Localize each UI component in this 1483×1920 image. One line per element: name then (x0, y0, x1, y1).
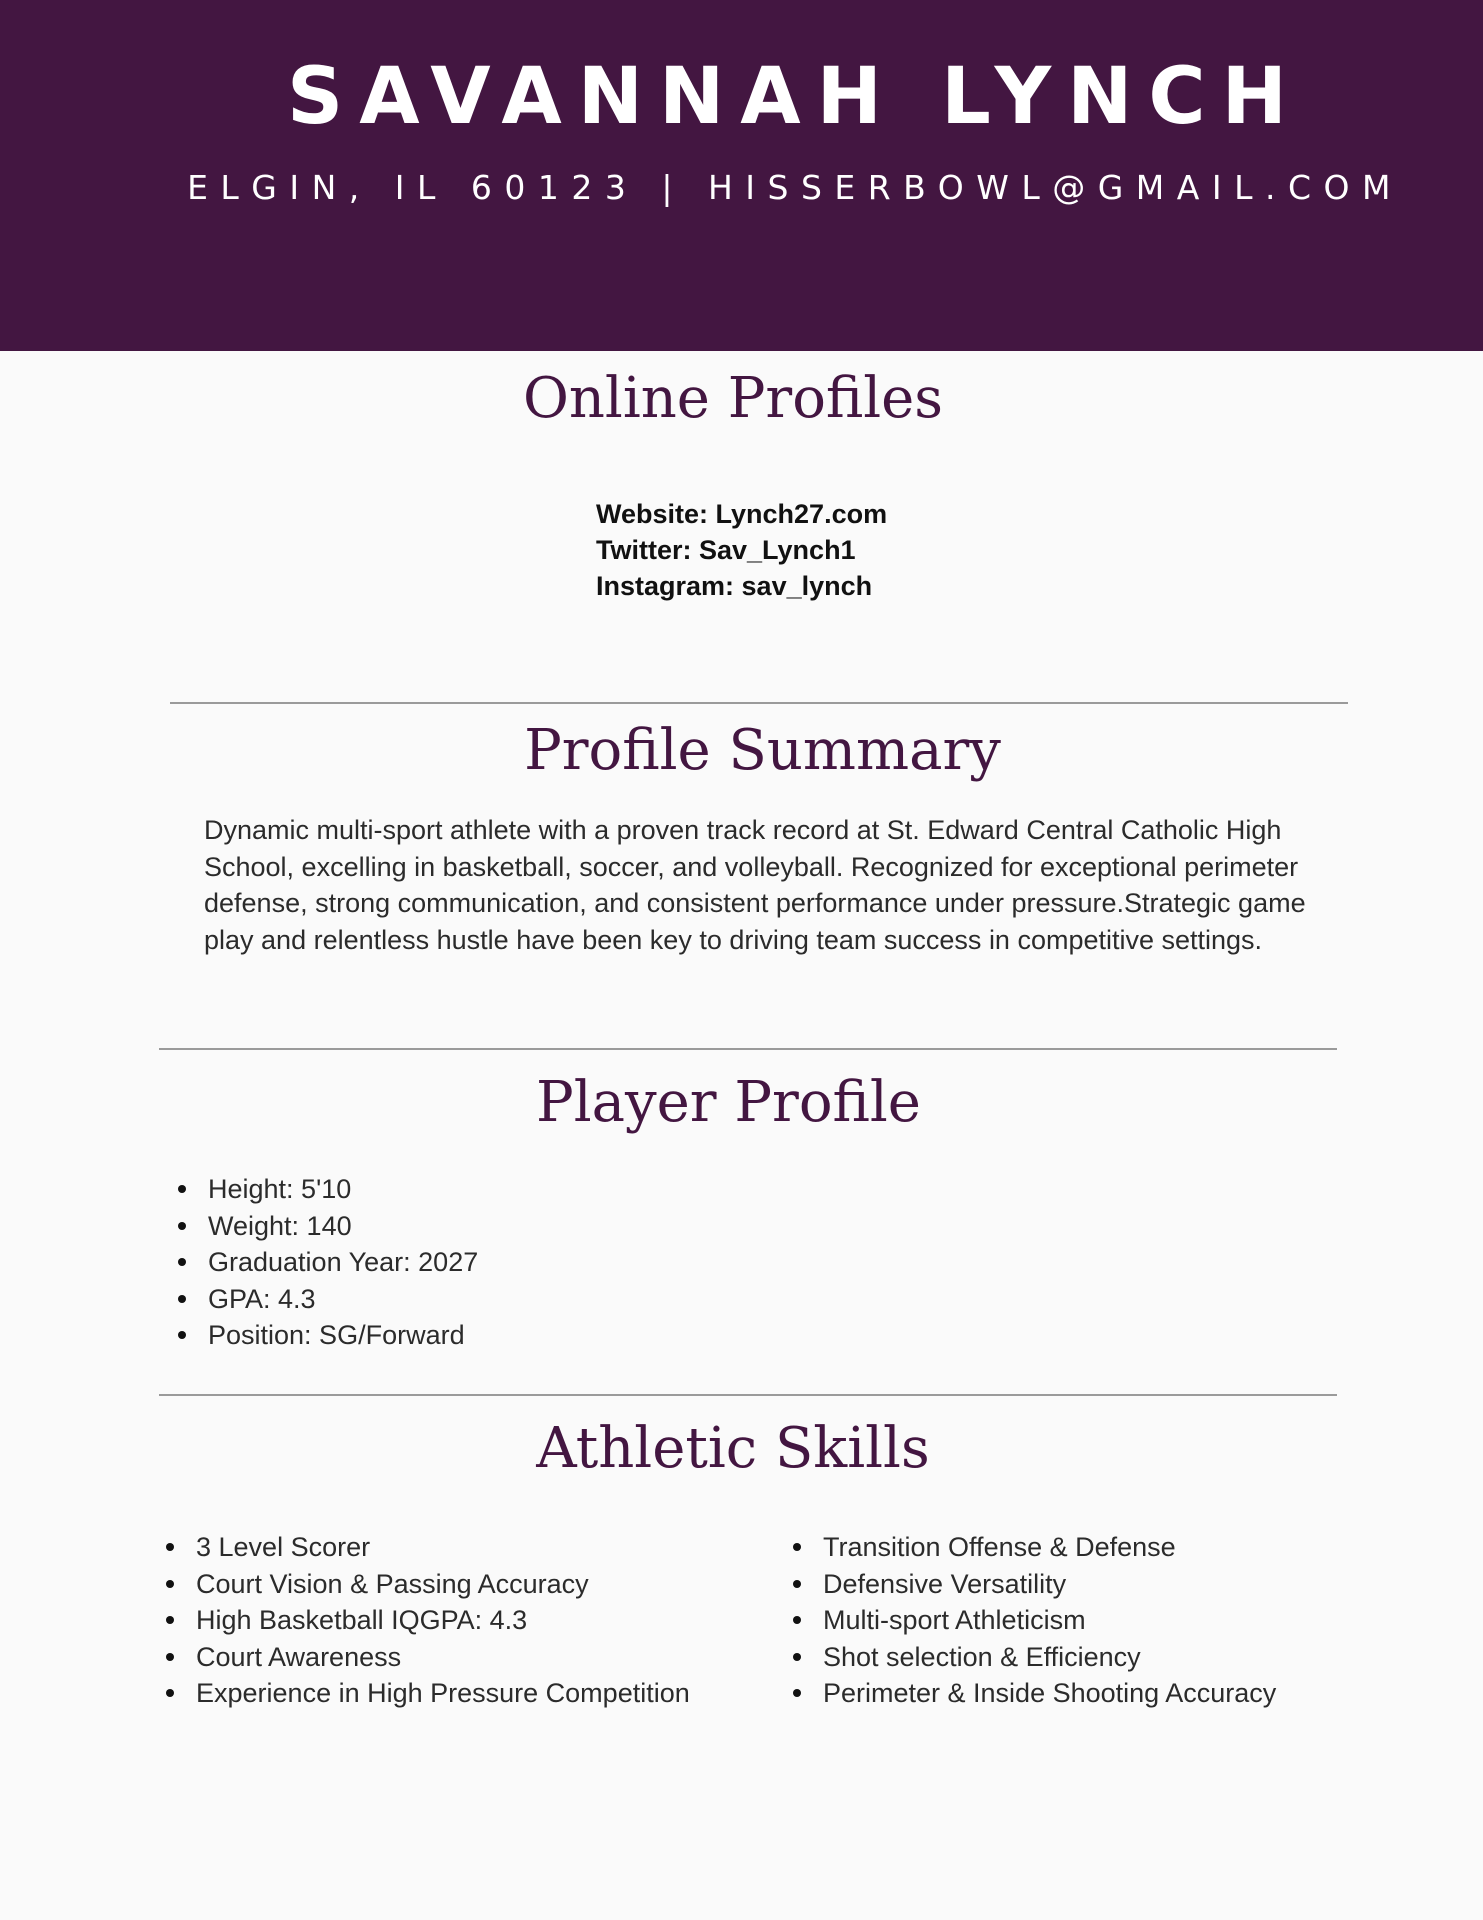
section-divider (159, 1394, 1337, 1396)
profile-summary-text: Dynamic multi-sport athlete with a proven track record at St. Edward Central Catholic High School, excelling in basketball, soccer, and volleyball. Recognized for exceptional perimeter defense, strong communication, and consistent performance under pressure.Strategic game play and relentless hustle have been key to driving team success in competitive settings. (204, 815, 1306, 955)
athletic-skills-left-list (196, 1529, 690, 1712)
list-item-text: Experience in High Pressure Competition (196, 1678, 690, 1708)
section-title-profile-summary: Profile Summary (524, 718, 1001, 783)
online-profile-website: Website: Lynch27.com (596, 499, 888, 529)
list-item-text: Shot selection & Efficiency (823, 1641, 1141, 1672)
list-item (208, 1171, 478, 1208)
online-profile-instagram: Instagram: sav_lynch (596, 571, 873, 601)
bullet-icon (178, 1258, 186, 1266)
list-item-text: Court Vision & Passing Accuracy (196, 1568, 589, 1599)
list-item (208, 1244, 478, 1281)
list-item (196, 1566, 690, 1603)
contact-line: ELGIN, IL 60123 | HISSERBOWL@GMAIL.COM (187, 168, 1403, 207)
list-item (196, 1639, 690, 1676)
bullet-icon (793, 1580, 801, 1588)
candidate-name: SAVANNAH LYNCH (287, 52, 1303, 142)
list-item (196, 1675, 690, 1712)
list-item-text: 3 Level Scorer (196, 1532, 371, 1562)
bullet-icon (166, 1580, 174, 1588)
header-banner (0, 0, 1483, 351)
list-item-text: High Basketball IQGPA: 4.3 (196, 1605, 528, 1635)
section-title-athletic-skills: Athletic Skills (536, 1416, 930, 1481)
list-item (823, 1566, 1276, 1603)
list-item (196, 1602, 690, 1639)
bullet-icon (166, 1616, 174, 1624)
bullet-icon (178, 1222, 186, 1230)
list-item (208, 1281, 478, 1318)
list-item-text: Height: 5'10 (208, 1174, 352, 1204)
section-divider (159, 1048, 1337, 1050)
athletic-skills-right-list (823, 1529, 1276, 1712)
bullet-icon (793, 1653, 801, 1661)
section-title-online-profiles: Online Profiles (522, 366, 944, 431)
bullet-icon (793, 1543, 801, 1551)
bullet-icon (166, 1689, 174, 1697)
list-item-text: Court Awareness (196, 1641, 402, 1672)
list-item (823, 1529, 1276, 1566)
bullet-icon (178, 1331, 186, 1339)
list-item (823, 1675, 1276, 1712)
list-item (823, 1602, 1276, 1639)
bullet-icon (793, 1616, 801, 1624)
list-item-text: Defensive Versatility (823, 1568, 1067, 1599)
list-item-text: Perimeter & Inside Shooting Accuracy (823, 1678, 1277, 1708)
list-item-text: GPA: 4.3 (208, 1283, 316, 1314)
bullet-icon (166, 1543, 174, 1551)
list-item-text: Multi-sport Athleticism (823, 1605, 1086, 1635)
list-item-text: Graduation Year: 2027 (208, 1247, 479, 1277)
online-profiles-list (596, 496, 887, 604)
list-item (208, 1317, 478, 1354)
bullet-icon (178, 1295, 186, 1303)
bullet-icon (178, 1185, 186, 1193)
list-item (823, 1639, 1276, 1676)
bullet-icon (166, 1653, 174, 1661)
list-item-text: Transition Offense & Defense (823, 1532, 1176, 1562)
section-divider (170, 702, 1348, 704)
section-title-player-profile: Player Profile (536, 1070, 921, 1135)
player-profile-list (208, 1171, 478, 1354)
online-profile-twitter: Twitter: Sav_Lynch1 (596, 535, 856, 565)
list-item (208, 1208, 478, 1245)
bullet-icon (793, 1689, 801, 1697)
list-item-text: Weight: 140 (208, 1210, 352, 1241)
list-item-text: Position: SG/Forward (208, 1320, 465, 1350)
list-item (196, 1529, 690, 1566)
